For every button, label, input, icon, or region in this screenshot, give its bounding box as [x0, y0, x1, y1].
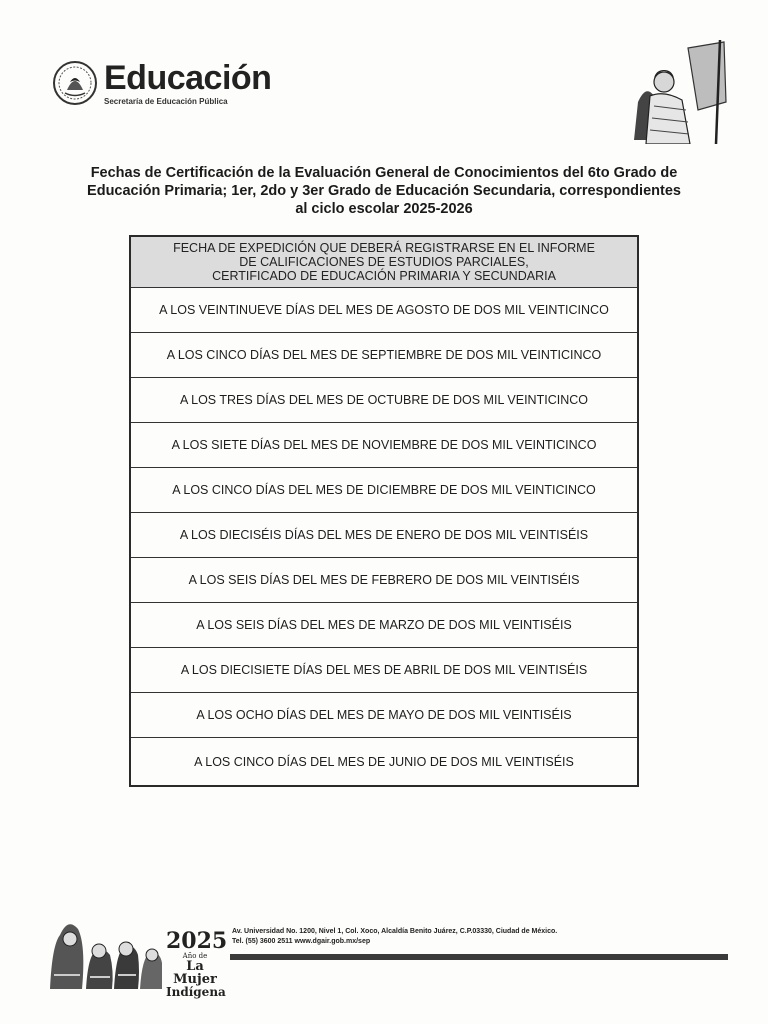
table-row: A LOS SIETE DÍAS DEL MES DE NOVIEMBRE DE DOS MIL VEINTICINCO [131, 423, 637, 468]
footer-motto-line-2: Indígena [166, 985, 226, 999]
footer-motto-line-1: La Mujer [173, 959, 217, 987]
table-header-line-1: FECHA DE EXPEDICIÓN QUE DEBERÁ REGISTRARSE EN EL INFORME [173, 241, 595, 255]
mexico-coat-of-arms-icon [52, 60, 98, 106]
logo-title: Educación [104, 58, 272, 97]
table-row: A LOS TRES DÍAS DEL MES DE OCTUBRE DE DOS MIL VEINTICINCO [131, 378, 637, 423]
table-row: A LOS CINCO DÍAS DEL MES DE SEPTIEMBRE DE DOS MIL VEINTICINCO [131, 333, 637, 378]
logo-subtitle: Secretaría de Educación Pública [104, 96, 228, 106]
certification-dates-table [129, 235, 639, 787]
table-header [131, 237, 637, 288]
indigenous-women-illustration [46, 915, 164, 989]
table-row: A LOS CINCO DÍAS DEL MES DE DICIEMBRE DE DOS MIL VEINTICINCO [131, 468, 637, 513]
table-row: A LOS CINCO DÍAS DEL MES DE JUNIO DE DOS MIL VEINTISÉIS [194, 754, 574, 769]
title-line-3: al ciclo escolar 2025-2026 [295, 201, 473, 217]
title-line-1: Fechas de Certificación de la Evaluación General de Conocimientos del 6to Grado de [90, 165, 678, 181]
woman-with-flag-illustration [628, 40, 728, 144]
footer-phone-web: Tel. (55) 3600 2511 www.dgair.gob.mx/sep [232, 938, 371, 945]
footer-year: 2025 [166, 928, 228, 954]
document-title [60, 164, 708, 218]
table-row: A LOS OCHO DÍAS DEL MES DE MAYO DE DOS MIL VEINTISÉIS [131, 693, 637, 738]
footer-contact [232, 927, 557, 947]
table-row: A LOS SEIS DÍAS DEL MES DE FEBRERO DE DOS MIL VEINTISÉIS [131, 558, 637, 603]
table-row: A LOS VEINTINUEVE DÍAS DEL MES DE AGOSTO DE DOS MIL VEINTICINCO [131, 288, 637, 333]
footer-address: Av. Universidad No. 1200, Nivel 1, Col. Xoco, Alcaldía Benito Juárez, C.P.03330, Ciudad de México. [232, 928, 558, 935]
table-row: A LOS SEIS DÍAS DEL MES DE MARZO DE DOS MIL VEINTISÉIS [131, 603, 637, 648]
title-line-2: Educación Primaria; 1er, 2do y 3er Grado de Educación Secundaria, correspondientes [87, 183, 681, 199]
table-row: A LOS DIECISIETE DÍAS DEL MES DE ABRIL DE DOS MIL VEINTISÉIS [131, 648, 637, 693]
table-header-line-3: CERTIFICADO DE EDUCACIÓN PRIMARIA Y SECUNDARIA [212, 269, 556, 283]
year-badge [166, 928, 228, 999]
table-row: A LOS DIECISÉIS DÍAS DEL MES DE ENERO DE DOS MIL VEINTISÉIS [131, 513, 637, 558]
sep-logo [52, 60, 271, 106]
table-header-line-2: DE CALIFICACIONES DE ESTUDIOS PARCIALES, [239, 255, 529, 269]
footer-year-caption: Año de [182, 952, 208, 960]
footer-divider [230, 954, 728, 960]
